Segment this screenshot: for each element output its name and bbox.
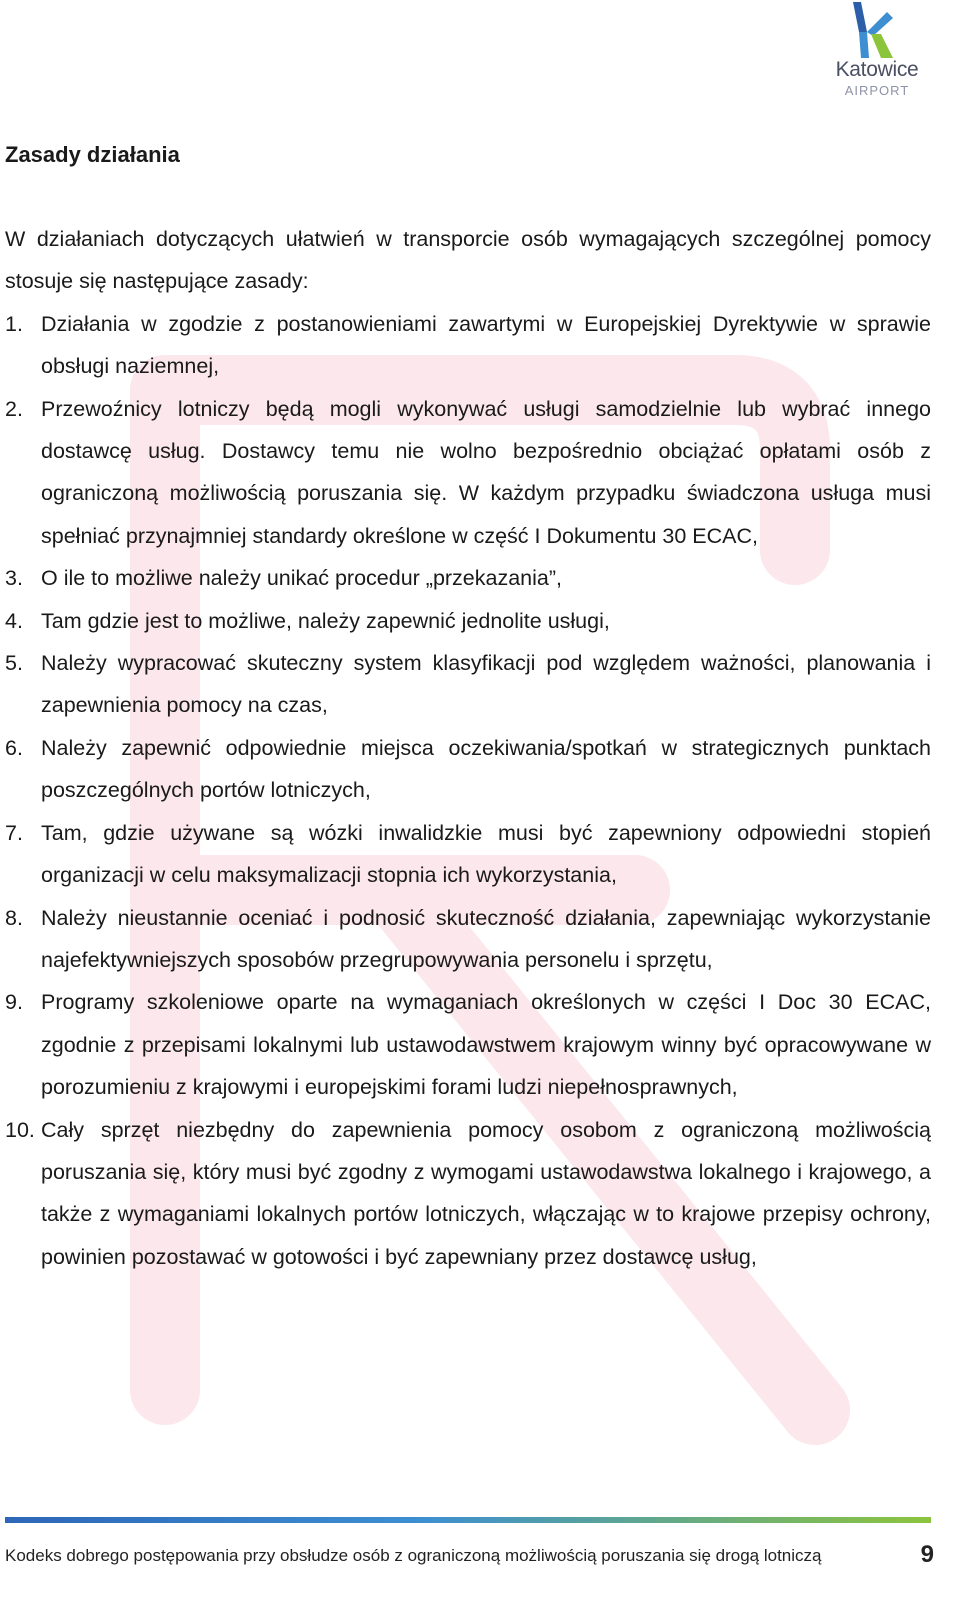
intro-paragraph: W działaniach dotyczących ułatwień w transporcie osób wymagających szczególnej pomocy stosuje się następujące zasady: [5,227,931,294]
list-item [5,727,931,812]
list-item [5,642,931,727]
list-item-text: Należy wypracować skuteczny system klasyfikacji pod względem ważności, planowania i zapewnienia pomocy na czas, [41,651,931,718]
document-body [5,133,931,1278]
page-number: 9 [920,1541,934,1568]
list-item-text: Tam, gdzie używane są wózki inwalidzkie musi być zapewniony odpowiedni stopień organizacji w celu maksymalizacji stopnia ich wykorzystania, [41,820,931,888]
principles-list [5,303,931,1278]
logo-subtitle: AIRPORT [844,83,910,98]
footer-text: Kodeks dobrego postępowania przy obsłudze osób z ograniczoną możliwością poruszania się drogą lotniczą [5,1546,822,1565]
list-item-number: 5. [5,651,23,676]
list-item [5,303,931,388]
list-item-text: Należy zapewnić odpowiednie miejsca oczekiwania/spotkań w strategicznych punktach poszczególnych portów lotniczych, [41,735,931,803]
list-item-number: 8. [5,905,23,930]
list-item-text: Tam gdzie jest to możliwe, należy zapewnić jednolite usługi, [41,608,610,633]
list-item-number: 7. [5,820,23,845]
list-item [5,600,931,642]
list-item-text: Cały sprzęt niezbędny do zapewnienia pomocy osobom z ograniczoną możliwością poruszania się, który musi być zgodny z wymogami ustawodawstwa lokalnego i krajowego, a także z wymaganiami lokalnych portów lotniczych, włączając w to krajowe przepisy ochrony, powinien pozostawać w gotowości i być zapewniany przez dostawcę usług, [41,1117,931,1269]
list-item [5,897,931,982]
logo-name: Katowice [835,58,919,81]
list-item-text: Przewoźnicy lotniczy będą mogli wykonywać usługi samodzielnie lub wybrać innego dostawcę usług. Dostawcy temu nie wolno bezpośrednio obciążać opłatami osób z ograniczoną możliwością poruszania się. W każdym przypadku świadczona usługa musi spełniać przynajmniej standardy określone w część I Dokumentu 30 ECAC, [41,396,931,548]
list-item [5,557,931,599]
section-title: Zasady działania [5,142,180,167]
list-item-number: 9. [5,990,23,1015]
list-item [5,981,931,1108]
list-item-text: Programy szkoleniowe oparte na wymaganiach określonych w części I Doc 30 ECAC, zgodnie z przepisami lokalnymi lub ustawodawstwem krajowym winny być opracowywane w porozumieniu z krajowymi i europejskimi forami ludzi niepełnosprawnych, [41,990,931,1100]
list-item [5,1109,931,1279]
airport-logo [822,2,932,102]
list-item-text: Działania w zgodzie z postanowieniami zawartymi w Europejskiej Dyrektywie w sprawie obsługi naziemnej, [41,311,931,379]
airport-logo-icon [847,2,893,58]
list-item-number: 6. [5,735,23,760]
list-item-number: 4. [5,608,23,633]
list-item [5,388,931,558]
list-item-text: O ile to możliwe należy unikać procedur „przekazania”, [41,566,563,591]
list-item [5,812,931,897]
list-item-number: 1. [5,311,23,336]
list-item-number: 2. [5,396,23,421]
list-item-number: 10. [5,1117,35,1142]
footer-divider [5,1517,931,1523]
list-item-number: 3. [5,566,23,591]
list-item-text: Należy nieustannie oceniać i podnosić skuteczność działania, zapewniając wykorzystanie najefektywniejszych sposobów przegrupowywania personelu i sprzętu, [41,905,931,972]
